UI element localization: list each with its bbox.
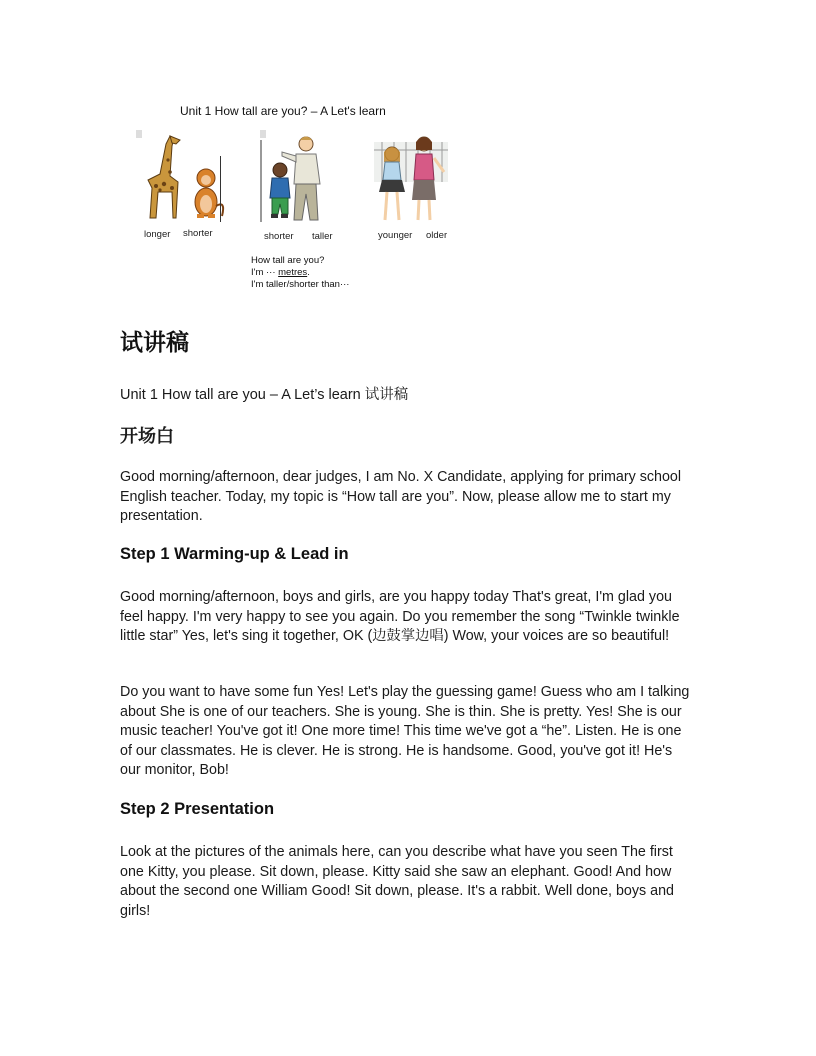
- step1-heading: Step 1 Warming-up & Lead in: [120, 545, 349, 563]
- giraffe-monkey-picture: [136, 130, 228, 222]
- document-title: 试讲稿: [120, 330, 189, 356]
- sentence-pattern-1: How tall are you?: [251, 255, 325, 266]
- girl-woman-picture: [374, 128, 448, 224]
- worksheet-figure: [128, 98, 458, 298]
- label-younger: younger: [378, 230, 413, 241]
- giraffe-illustration: [148, 136, 180, 218]
- step1-paragraph-2: Do you want to have some fun Yes! Let's play the guessing game! Guess who am I talking about She is one of our teachers. She is young. She is thin. She is pretty. Yes! She is our music teacher! You've got it! One more time! This time we've got a “he”. Listen. He is one of our classmates. He is clever. He is strong. He is handsome. Good, you've got it! He's our monitor, Bob!: [120, 684, 690, 779]
- opening-paragraph: Good morning/afternoon, dear judges, I am No. X Candidate, applying for primary school English teacher. Today, my topic is “How tall are you”. Now, please allow me to start my presentation.: [120, 469, 682, 525]
- sentence-pattern-3: I'm taller/shorter than···: [251, 279, 350, 290]
- figure-title: Unit 1 How tall are you? – A Let's learn: [180, 104, 386, 118]
- label-shorter-1: shorter: [183, 228, 213, 239]
- sentence-pattern-2: I'm ··· metres.: [251, 267, 310, 278]
- step1-paragraph-1: Good morning/afternoon, boys and girls, are you happy today That's great, I'm glad you feel happy. I'm very happy to see you again. Do you remember the song “Twinkle twinkle little star” Yes, let's sing it together, OK (边鼓掌边唱) Wow, your voices are so beautiful!: [120, 589, 680, 645]
- monkey-illustration: [195, 169, 223, 218]
- man-boy-picture: [260, 130, 336, 224]
- label-longer: longer: [144, 229, 171, 240]
- label-taller: taller: [312, 231, 333, 242]
- document-subtitle: Unit 1 How tall are you – A Let’s learn 试讲稿: [120, 387, 409, 403]
- boy-illustration: [270, 163, 290, 218]
- step2-paragraph-1: Look at the pictures of the animals here, can you describe what have you seen The first one Kitty, you please. Sit down, please. Kitty said she saw an elephant. Good! And how about the second one William Good! Sit down, please. It's a rabbit. Well done, boys and girls!: [120, 844, 675, 919]
- step2-heading: Step 2 Presentation: [120, 800, 275, 818]
- label-shorter-2: shorter: [264, 231, 294, 242]
- label-older: older: [426, 230, 448, 241]
- figure-divider: [220, 156, 221, 222]
- opening-heading: 开场白: [120, 426, 174, 447]
